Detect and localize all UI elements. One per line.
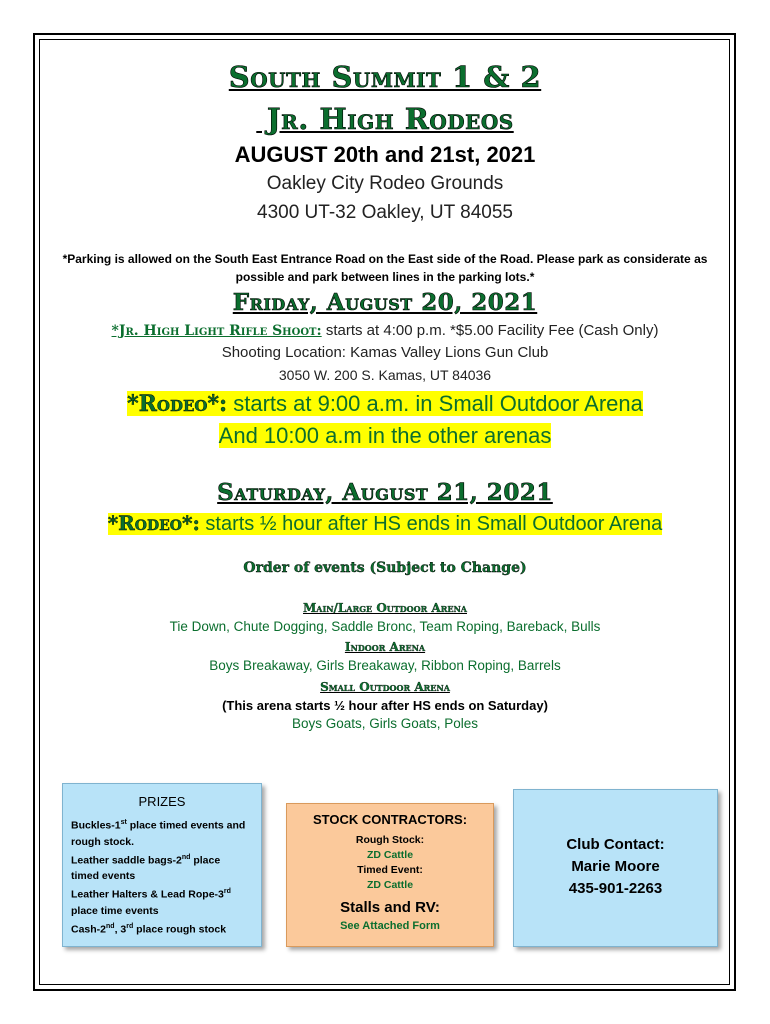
- prize-text: place timed events and: [126, 819, 246, 832]
- prizes-box: [62, 783, 262, 947]
- prizes-heading: PRIZES: [138, 794, 186, 809]
- friday-rodeo-label: *Rodeo*:: [127, 391, 228, 417]
- prize-sup: st: [120, 819, 127, 826]
- contact-label: Club Contact:: [566, 836, 665, 853]
- prize-line-2: rough stock.: [71, 835, 135, 848]
- rifle-shoot-line: [0, 322, 770, 339]
- timed-event-value: ZD Cattle: [366, 879, 414, 891]
- prize-line-1: [71, 815, 253, 834]
- prize-line-4: timed events: [71, 870, 136, 882]
- prize-text: Leather saddle bags-2: [71, 854, 182, 866]
- prize-sup: rd: [126, 922, 134, 930]
- venue-address: 4300 UT-32 Oakley, UT 84055: [257, 202, 513, 223]
- prize-line-3: [71, 850, 253, 869]
- friday-rodeo-line-2-text: And 10:00 a.m in the other arenas: [218, 423, 552, 448]
- title-line-1: South Summit 1 & 2: [228, 60, 542, 94]
- arena-events-small: Boys Goats, Girls Goats, Poles: [291, 716, 479, 731]
- arena-events-indoor: Boys Breakaway, Girls Breakaway, Ribbon Roping, Barrels: [209, 658, 561, 673]
- contact-name: Marie Moore: [571, 858, 660, 875]
- parking-note: *Parking is allowed on the South East Entrance Road on the East side of the Road. Please park as considerate as possible and park between lines in the parking lots.*: [62, 252, 708, 284]
- arena-events-main: Tie Down, Chute Dogging, Saddle Bronc, Team Roping, Bareback, Bulls: [169, 619, 601, 634]
- contact-phone: 435-901-2263: [568, 880, 663, 897]
- saturday-heading: Saturday, August 21, 2021: [217, 479, 553, 506]
- prize-text: Cash-2: [71, 923, 107, 935]
- shooting-address: 3050 W. 200 S. Kamas, UT 84036: [278, 367, 492, 383]
- prize-sup: nd: [106, 922, 115, 930]
- friday-heading: Friday, August 20, 2021: [232, 289, 538, 316]
- prize-sup: rd: [223, 888, 231, 895]
- friday-rodeo-line-2: [0, 423, 770, 449]
- prize-sup: nd: [181, 853, 191, 861]
- saturday-rodeo-text: starts ½ hour after HS ends in Small Outdoor Arena: [199, 513, 663, 535]
- timed-event-label: Timed Event:: [357, 864, 423, 876]
- arena-heading-main: Main/Large Outdoor Arena: [303, 601, 467, 615]
- prize-text: place: [190, 854, 221, 866]
- title-line-2: Jr. High Rodeos: [256, 102, 514, 136]
- prize-text: Buckles-1: [71, 819, 121, 832]
- prize-line-5: [71, 884, 253, 903]
- stock-contractors-box: [286, 803, 494, 947]
- saturday-rodeo-highlight: [108, 513, 663, 535]
- arena-note-small: (This arena starts ½ hour after HS ends on Saturday): [222, 698, 548, 713]
- saturday-rodeo-line: [0, 511, 770, 536]
- prize-text: place rough stock: [133, 923, 227, 935]
- rough-stock-value: ZD Cattle: [366, 849, 414, 861]
- shooting-location: Shooting Location: Kamas Valley Lions Gun Club: [221, 344, 549, 361]
- friday-rodeo-text: starts at 9:00 a.m. in Small Outdoor Arena: [227, 391, 643, 416]
- prize-text: Leather Halters & Lead Rope-3: [71, 888, 224, 901]
- prize-line-7: [71, 919, 253, 938]
- rifle-shoot-text: starts at 4:00 p.m. *$5.00 Facility Fee (Cash Only): [321, 322, 659, 339]
- arena-heading-small: Small Outdoor Arena: [320, 680, 450, 694]
- friday-rodeo-highlight: [127, 391, 643, 416]
- arena-heading-indoor: Indoor Arena: [344, 640, 426, 654]
- order-of-events-heading: Order of events (Subject to Change): [243, 560, 527, 576]
- rifle-shoot-label: *Jr. High Light Rifle Shoot:: [111, 323, 322, 339]
- club-contact-box: [513, 789, 718, 947]
- stock-heading: STOCK CONTRACTORS:: [312, 812, 468, 827]
- stalls-heading: Stalls and RV:: [340, 899, 440, 916]
- venue-name: Oakley City Rodeo Grounds: [266, 173, 504, 194]
- friday-rodeo-line: [0, 391, 770, 417]
- event-date: AUGUST 20th and 21st, 2021: [234, 142, 536, 167]
- saturday-rodeo-label: *Rodeo*:: [107, 511, 200, 535]
- rough-stock-label: Rough Stock:: [355, 834, 425, 846]
- stalls-value: See Attached Form: [340, 920, 440, 932]
- prize-text: , 3: [114, 923, 127, 935]
- prize-line-6: place time events: [71, 904, 159, 917]
